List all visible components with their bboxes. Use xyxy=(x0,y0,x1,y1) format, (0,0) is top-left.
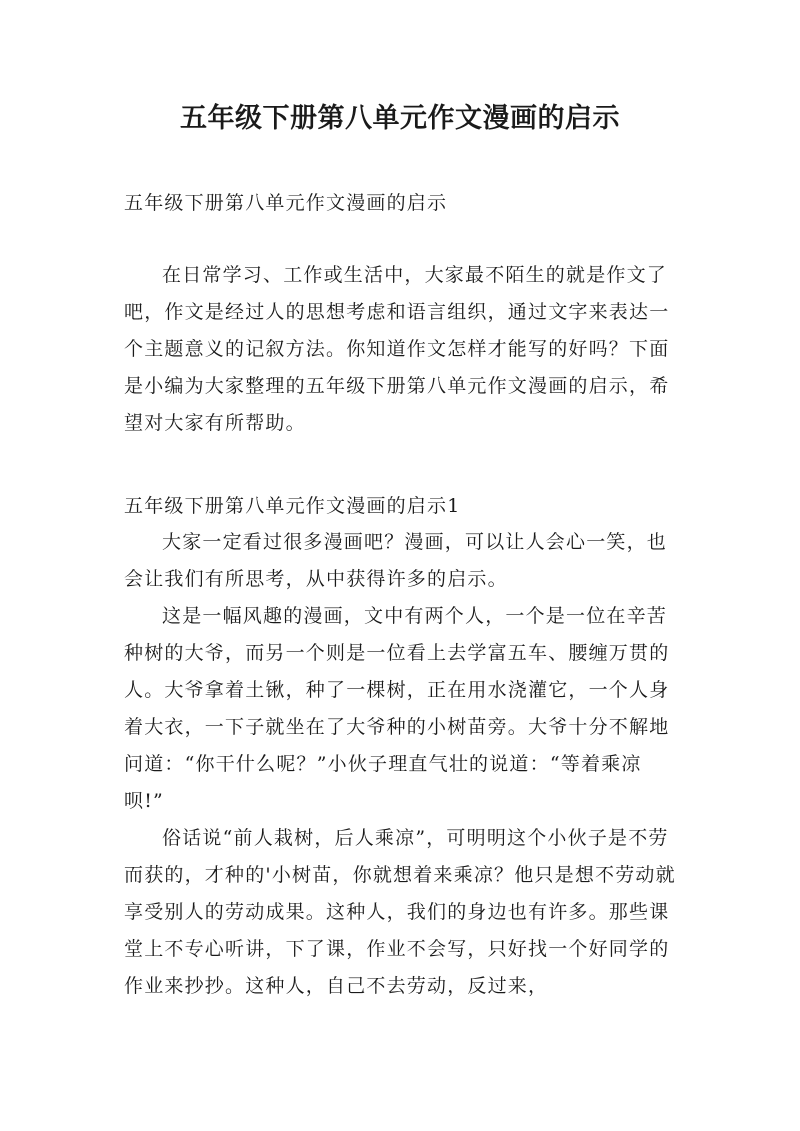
body-paragraph: 大家一定看过很多漫画吧？漫画，可以让人会心一笑，也会让我们有所思考，从中获得许多的启示。 xyxy=(124,531,668,590)
body-paragraph: 这是一幅风趣的漫画，文中有两个人，一个是一位在辛苦种树的大爷，而另一个则是一位看上去学富五车、腰缠万贯的人。大爷拿着土锹，种了一棵树，正在用水浇灌它，一个人身着大衣，一下子就坐在了大爷种的小树苗旁。大爷十分不解地问道：“你干什么呢？”小伙子理直气壮的说道：“等着乘凉呗!” xyxy=(124,605,670,812)
document-subtitle: 五年级下册第八单元作文漫画的启示 xyxy=(124,192,448,214)
body-paragraph: 俗话说“前人栽树，后人乘凉”，可明明这个小伙子是不劳而获的，才种的'小树苗，你就想着来乘凉？他只是想不劳动就享受别人的劳动成果。这种人，我们的身边也有许多。那些课堂上不专心听讲，下了课，作业不会写，只好找一个好同学的作业来抄抄。这种人，自己不去劳动，反过来， xyxy=(124,827,676,997)
section-body xyxy=(124,524,680,1005)
intro-paragraph: 在日常学习、工作或生活中，大家最不陌生的就是作文了吧，作文是经过人的思想考虑和语言组织，通过文字来表达一个主题意义的记叙方法。你知道作文怎样才能写的好吗？下面是小编为大家整理的五年级下册第八单元作文漫画的启示，希望对大家有所帮助。 xyxy=(124,264,670,434)
document-title: 五年级下册第八单元作文漫画的启示 xyxy=(180,103,620,134)
section-heading: 五年级下册第八单元作文漫画的启示1 xyxy=(124,495,461,517)
